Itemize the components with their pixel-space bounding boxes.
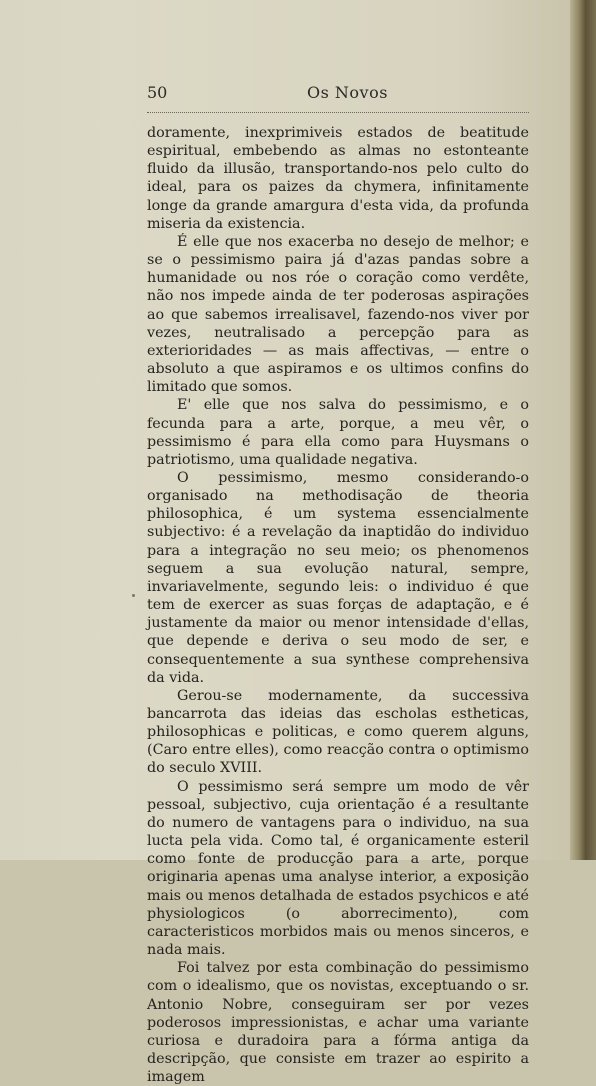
paragraph: É elle que nos exacerba no desejo de melhor; e se o pessimismo paira já d'azas pandas sobre a humanidade ou nos róe o coração como verdête, não nos impede ainda de ter poderosas aspirações ao que sabemos irrealisavel, fazendo-nos viver por vezes, neutralisado a percepção para as exterioridades — as mais affectivas, — entre o absoluto a que aspiramos e os ultimos confins do limitado que somos. <box>147 233 529 396</box>
paragraph: doramente, inexprimiveis estados de beatitude espiritual, embebendo as almas no estonteante fluido da illusão, transportando-nos pelo culto do ideal, para os paizes da chymera, infinitamente longe da grande amargura d'esta vida, da profunda miseria da existencia. <box>147 125 529 232</box>
ink-speck <box>132 594 135 597</box>
paragraph: E' elle que nos salva do pessimismo, e o fecunda para a arte, porque, a meu vêr, o pessimismo é para ella como para Huysmans o patriotismo, uma qualidade negativa. <box>147 397 529 468</box>
paragraph: Gerou-se modernamente, da successiva bancarrota das ideias das escholas estheticas, philosophicas e politicas, e como querem alguns, (Caro entre elles), como reacção contra o optimismo do seculo XVIII. <box>147 687 529 777</box>
header-rule <box>147 112 529 113</box>
running-title: Os Novos <box>307 83 388 102</box>
paragraph: O pessimismo será sempre um modo de vêr pessoal, subjectivo, cuja orientação é a resultante do numero de vantagens para o individuo, na sua lucta pela vida. Como tal, é organicamente esteril como fonte de producção para a arte, porque originaria apenas uma analyse interior, a exposição mais ou menos detalhada de estados psychicos e até physiologicos (o aborrecimento), com caracteristicos morbidos mais ou menos sinceros, e nada mais. <box>147 778 529 959</box>
paragraph: O pessimismo, mesmo considerando-o organisado na methodisação de theoria philosophica, é um systema essencialmente subjectivo: é a revelação da inaptidão do individuo para a integração no seu meio; os phenomenos seguem a sua evolução natural, sempre, invariavelmente, segundo leis: o individuo é que tem de exercer as suas forças de adaptação, e é justamente da maior ou menor intensidade d'ellas, que depende e deriva o seu modo de ser, e consequentemente a sua synthese comprehensiva da vida. <box>147 469 529 686</box>
page-header <box>147 83 529 107</box>
body-text <box>147 124 529 1086</box>
book-gutter <box>570 0 596 860</box>
page-number: 50 <box>147 83 168 102</box>
paragraph: Foi talvez por esta combinação do pessimismo com o idealismo, que os novistas, exceptuando o sr. Antonio Nobre, conseguiram ser por vezes poderosos impressionistas, e achar uma variante curiosa e duradoira para a fórma antiga da descripção, que consiste em trazer ao espirito a imagem <box>147 960 529 1086</box>
